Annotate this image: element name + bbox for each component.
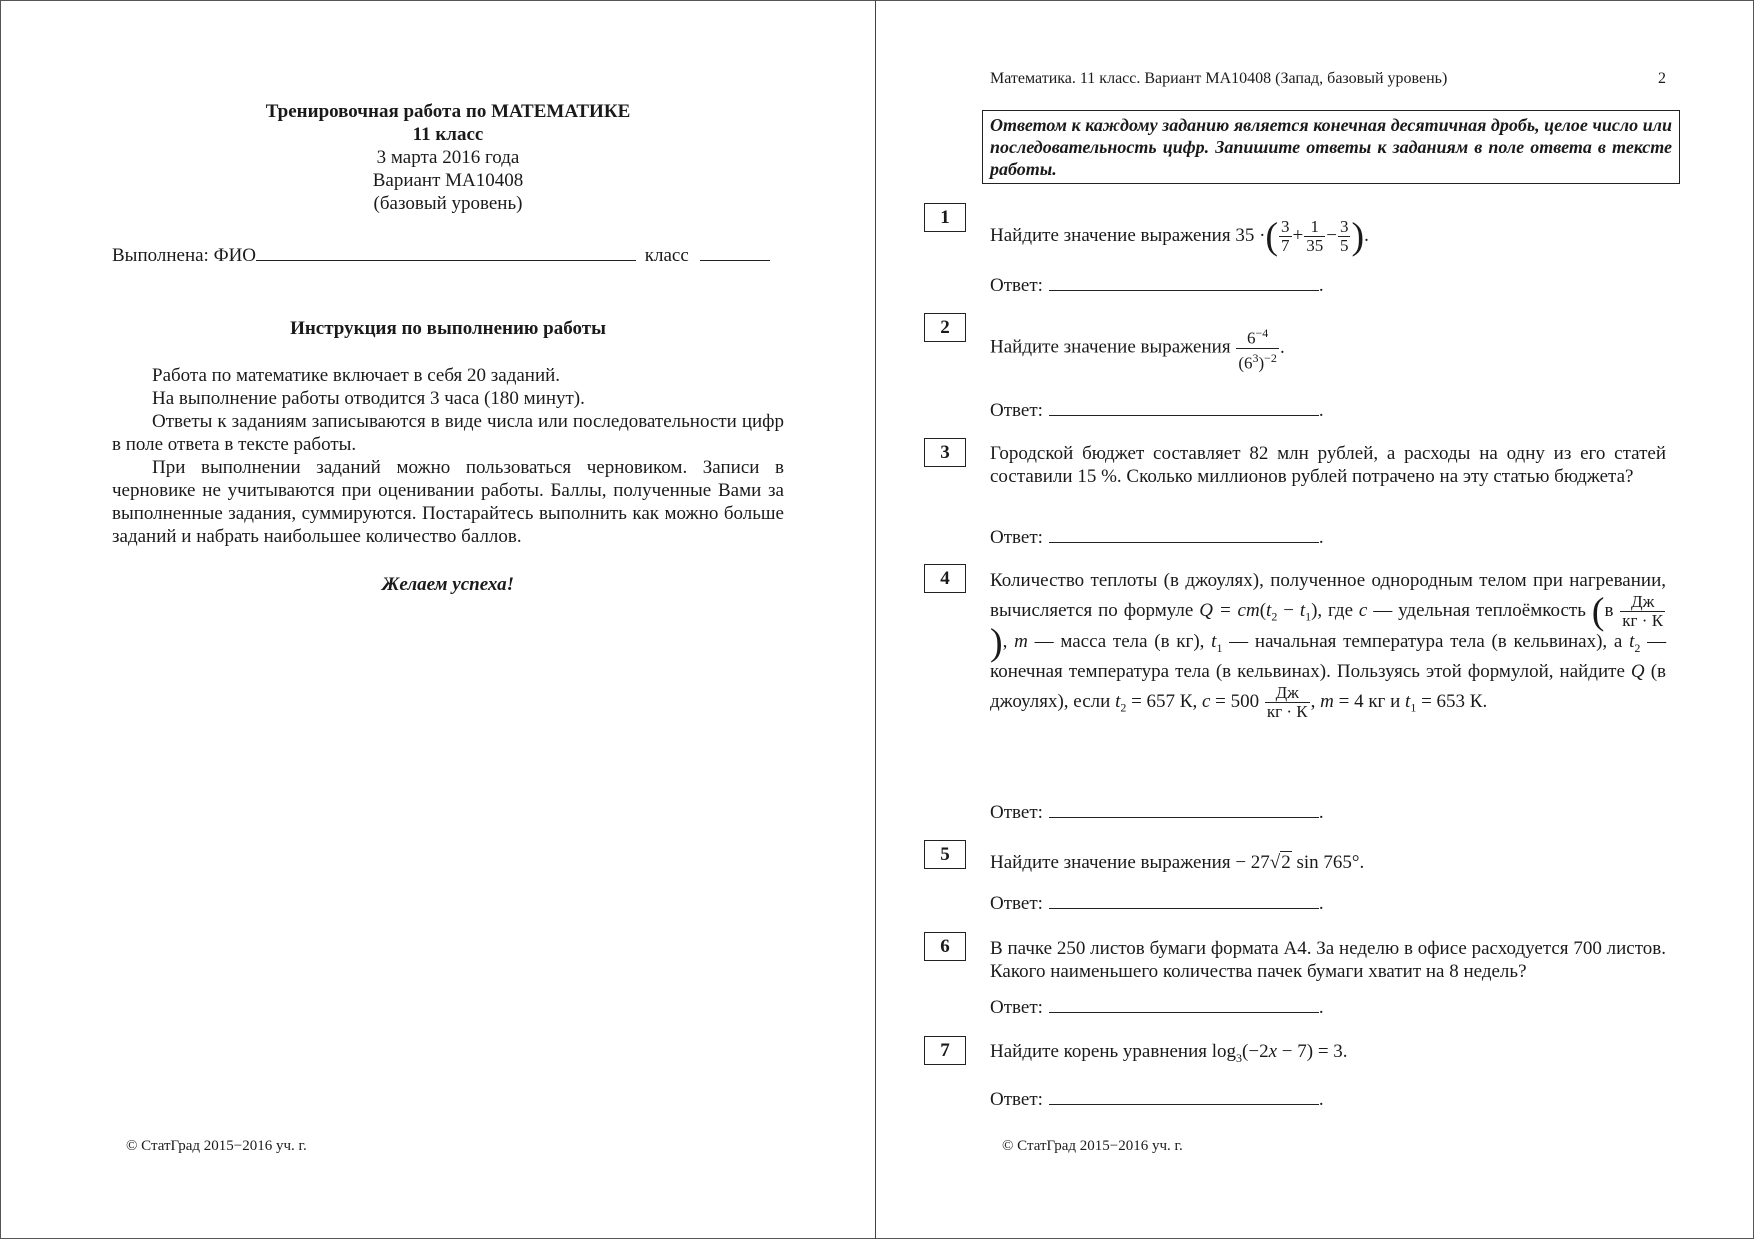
- formula-2: $\frac{6^{-4}}{(6^3)^{-2}}$ .: [1238, 326, 1285, 373]
- title-block: [112, 100, 784, 215]
- answer-row: Ответ: .: [990, 802, 1324, 823]
- answer-field[interactable]: [1049, 1089, 1319, 1105]
- unit-numerator: Дж: [1620, 593, 1665, 612]
- class-label: класс: [644, 245, 689, 266]
- task-text: — масса тела (в кг),: [1034, 631, 1205, 652]
- answer-row: Ответ: .: [990, 997, 1324, 1018]
- answer-notice: Ответом к каждому заданию является конечная десятичная дробь, целое число или последовательность цифр. Запишите ответы к заданиям в поле ответа в тексте работы.: [982, 110, 1680, 184]
- task-1: [990, 215, 1666, 258]
- formula-5: − 27√2 sin 765°.: [1235, 852, 1365, 873]
- variant: Вариант МА10408: [372, 170, 524, 191]
- instruction-paragraph: Ответы к заданиям записываются в виде числа или последовательности цифр в поле ответа в тексте работы.: [112, 411, 784, 455]
- copyright-right: © СтатГрад 2015−2016 уч. г.: [1002, 1138, 1183, 1154]
- answer-field[interactable]: [1049, 893, 1319, 909]
- fio-label: Выполнена: ФИО: [112, 245, 257, 266]
- title-line2: 11 класс: [412, 124, 484, 145]
- task-5: [990, 851, 1666, 874]
- answer-row: Ответ: .: [990, 1089, 1324, 1110]
- fio-row: [112, 245, 770, 267]
- task-text: — удельная теплоёмкость: [1373, 599, 1586, 621]
- answer-label: Ответ:: [990, 802, 1043, 823]
- task-6: В пачке 250 листов бумаги формата А4. За неделю в офисе расходуется 700 листов. Какого наименьшего количества пачек бумаги хватит на 8 недель?: [990, 938, 1666, 982]
- answer-field[interactable]: [1049, 275, 1319, 291]
- answer-label: Ответ:: [990, 527, 1043, 548]
- task-3: Городской бюджет составляет 82 млн рублей, а расходы на одну из его статей составили 15 %. Сколько миллионов рублей потрачено на эту статью бюджета?: [990, 443, 1666, 487]
- right-page: [876, 0, 1754, 1239]
- task-number: 4: [924, 564, 966, 593]
- task-text: Найдите значение выражения: [990, 336, 1231, 358]
- answer-row: Ответ: .: [990, 275, 1324, 296]
- task-number: 1: [924, 203, 966, 232]
- task-text: Количество теплоты (в джоулях), полученное однородным телом при нагревании, вычисляется по формуле: [990, 570, 1666, 621]
- task-number: 7: [924, 1036, 966, 1065]
- class-line[interactable]: [700, 245, 770, 261]
- formula-1: 35 ·( $\frac{3}{7}$ + $\frac{1}{35}$ − $\frac{3}{5}$ ).: [1235, 215, 1369, 258]
- task-2: [990, 324, 1666, 372]
- answer-field[interactable]: [1049, 802, 1319, 818]
- answer-label: Ответ:: [990, 275, 1043, 296]
- instruction-paragraph: Работа по математике включает в себя 20 заданий.: [152, 365, 561, 386]
- task-number: 2: [924, 313, 966, 342]
- answer-row: Ответ: .: [990, 400, 1324, 421]
- formula-7: $\log_3(-2x - 7) = 3$.: [1211, 1041, 1348, 1065]
- fio-line[interactable]: [256, 245, 636, 261]
- formula-q: Q = cm: [1199, 599, 1260, 621]
- task-text: Найдите корень уравнения: [990, 1041, 1208, 1062]
- copyright-left: © СтатГрад 2015−2016 уч. г.: [126, 1138, 307, 1154]
- answer-label: Ответ:: [990, 893, 1043, 914]
- task-text: (в джоулях), если: [990, 660, 1667, 712]
- title-line1: Тренировочная работа по МАТЕМАТИКЕ: [265, 101, 631, 122]
- instructions: [112, 364, 784, 548]
- task-number: 3: [924, 438, 966, 467]
- task-text: Найдите значение выражения: [990, 852, 1231, 873]
- page-number: 2: [1658, 70, 1666, 87]
- task-7: [990, 1040, 1666, 1070]
- task-text: — конечная температура тела (в кельвинах). Пользуясь этой формулой, найдите: [990, 631, 1667, 682]
- answer-field[interactable]: [1049, 400, 1319, 416]
- running-header: [990, 70, 1666, 88]
- answer-row: Ответ: .: [990, 893, 1324, 914]
- left-page: [0, 0, 875, 1239]
- answer-field[interactable]: [1049, 527, 1319, 543]
- task-text: Найдите значение выражения: [990, 224, 1231, 246]
- wish: Желаем успеха!: [381, 574, 515, 595]
- task-text: , где: [1317, 599, 1354, 621]
- task-text: — начальная температура тела (в кельвинах), а: [1229, 631, 1623, 652]
- unit-denominator: кг · К: [1622, 611, 1664, 630]
- answer-label: Ответ:: [990, 400, 1043, 421]
- instruction-paragraph: На выполнение работы отводится 3 часа (180 минут).: [152, 388, 585, 409]
- task-number: 6: [924, 932, 966, 961]
- header-text: Математика. 11 класс. Вариант МА10408 (Запад, базовый уровень): [990, 70, 1448, 87]
- instructions-title: Инструкция по выполнению работы: [290, 318, 606, 339]
- instruction-paragraph: При выполнении заданий можно пользоваться черновиком. Записи в черновике не учитываются при оценивании работы. Баллы, полученные Вами за выполненные задания, суммируются. Постарайтесь выполнить как можно больше заданий и набрать наибольшее количество баллов.: [112, 457, 784, 547]
- answer-field[interactable]: [1049, 997, 1319, 1013]
- task-4: Количество теплоты (в джоулях), полученное однородным телом при нагревании, вычисляется по формуле $Q = cm(t_2 - t_1)$, где c — удельная теплоёмкость (в $\frac{Дж}{кг \cdot К}$ ), m — масса тела (в кг), $t_1$ — начальная температура тела (в кельвинах), а $t_2$ — конечная температура тела (в кельвинах). Пользуясь этой формулой, найдите Q (в джоулях), если $t_2 = 657$ К, c = 500 $\frac{Дж}{кг \cdot К}$ , m = 4 кг и $t_1 = 653$ К.: [990, 570, 1667, 721]
- level: (базовый уровень): [373, 193, 523, 214]
- answer-row: Ответ: .: [990, 527, 1324, 548]
- answer-label: Ответ:: [990, 1089, 1043, 1110]
- date: 3 марта 2016 года: [376, 147, 520, 168]
- answer-label: Ответ:: [990, 997, 1043, 1018]
- task-number: 5: [924, 840, 966, 869]
